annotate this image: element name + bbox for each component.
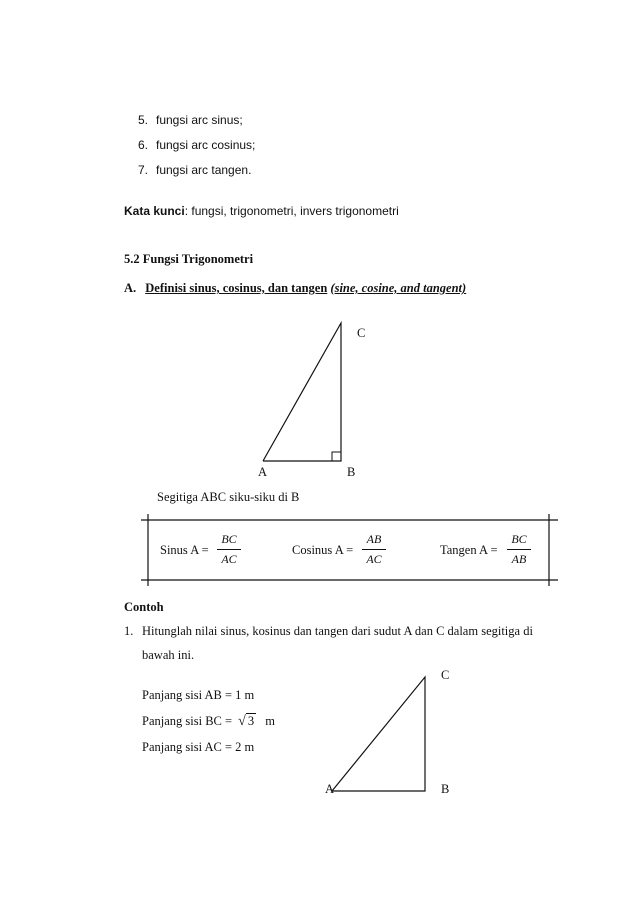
tangen-label: Tangen A = — [440, 543, 498, 557]
side-bc-prefix: Panjang sisi BC = — [142, 714, 233, 728]
fig2-label-a: A — [325, 782, 335, 796]
sinus-denominator: AC — [221, 552, 237, 566]
objective-num-7: 7. — [138, 163, 149, 177]
example-line-2: bawah ini. — [142, 648, 195, 662]
tangen-denominator: AB — [511, 552, 527, 566]
objective-text-5: fungsi arc sinus; — [156, 113, 243, 127]
example-line-1: Hitunglah nilai sinus, kosinus dan tangen dari sudut A dan C dalam segitiga di — [142, 624, 533, 638]
keywords-label: Kata kunci — [124, 204, 185, 218]
fig1-caption: Segitiga ABC siku-siku di B — [157, 490, 300, 504]
objective-num-6: 6. — [138, 138, 149, 152]
sinus-numerator: BC — [221, 532, 237, 546]
example-title: Contoh — [124, 600, 164, 614]
fig1-label-c: C — [357, 326, 366, 340]
sinus-label: Sinus A = — [160, 543, 209, 557]
fig2-label-b: B — [441, 782, 450, 796]
cosinus-numerator: AB — [366, 532, 382, 546]
fig1-label-a: A — [258, 465, 268, 479]
tangen-numerator: BC — [511, 532, 527, 546]
side-bc-unit: m — [265, 714, 275, 728]
cosinus-denominator: AC — [366, 552, 382, 566]
cosinus-label: Cosinus A = — [292, 543, 354, 557]
fig2-label-c: C — [441, 668, 450, 682]
triangle-2-sides — [332, 677, 425, 791]
subsection-label: A. — [124, 281, 137, 295]
side-ac: Panjang sisi AC = 2 m — [142, 740, 255, 754]
fig1-label-b: B — [347, 465, 356, 479]
side-bc-radicand: 3 — [247, 714, 255, 728]
side-ab: Panjang sisi AB = 1 m — [142, 688, 255, 702]
keywords-text: : fungsi, trigonometri, invers trigonometri — [184, 204, 399, 218]
objective-text-7: fungsi arc tangen. — [156, 163, 252, 177]
section-title: 5.2 Fungsi Trigonometri — [124, 252, 254, 266]
subsection-title-en: (sine, cosine, and tangent) — [330, 281, 467, 295]
objective-text-6: fungsi arc cosinus; — [156, 138, 256, 152]
objective-num-5: 5. — [138, 113, 149, 127]
sqrt-icon: √ — [238, 714, 246, 729]
subsection-title: Definisi sinus, cosinus, dan tangen — [145, 281, 328, 295]
example-num: 1. — [124, 624, 134, 638]
